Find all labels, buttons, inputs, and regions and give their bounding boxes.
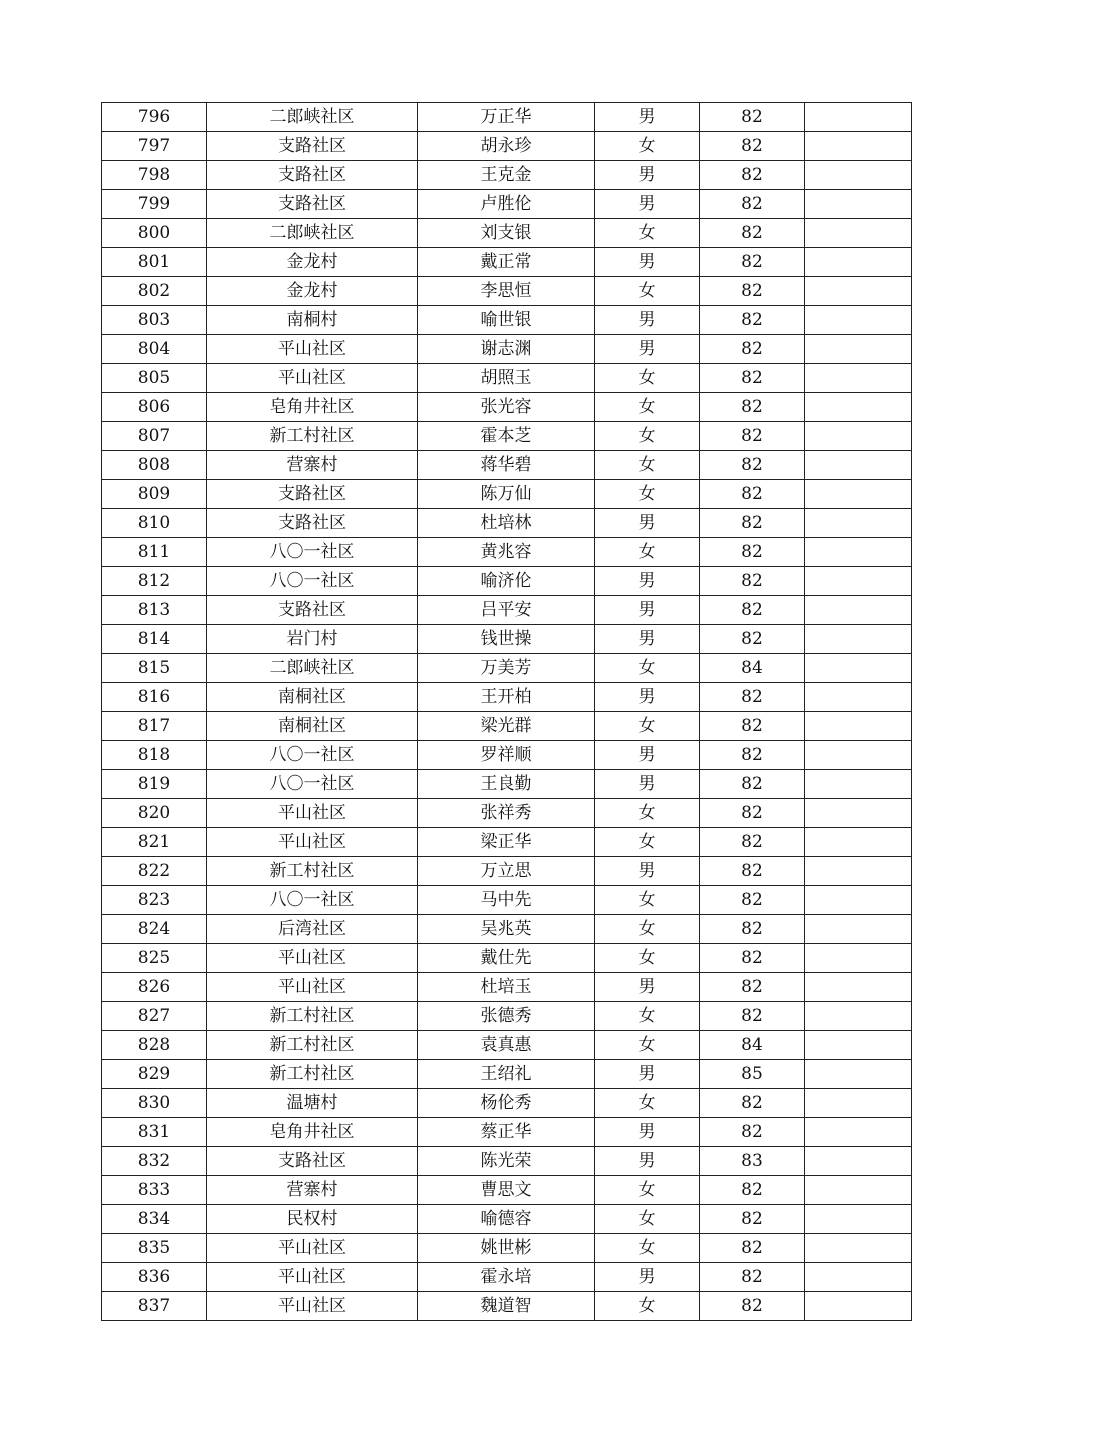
age-cell: 82 <box>700 1292 805 1321</box>
serial-number-cell: 799 <box>102 190 207 219</box>
age-cell: 82 <box>700 1002 805 1031</box>
roster-table <box>101 102 912 1321</box>
community-cell: 八〇一社区 <box>207 770 418 799</box>
person-name-cell: 王克金 <box>418 161 595 190</box>
gender-cell: 男 <box>595 248 700 277</box>
table-row <box>102 509 912 538</box>
age-cell: 82 <box>700 103 805 132</box>
community-cell: 南桐村 <box>207 306 418 335</box>
age-cell: 82 <box>700 857 805 886</box>
community-cell: 八〇一社区 <box>207 886 418 915</box>
person-name-cell: 吕平安 <box>418 596 595 625</box>
gender-cell: 女 <box>595 132 700 161</box>
community-cell: 民权村 <box>207 1205 418 1234</box>
remark-cell <box>805 973 912 1002</box>
gender-cell: 女 <box>595 538 700 567</box>
age-cell: 82 <box>700 1263 805 1292</box>
age-cell: 82 <box>700 132 805 161</box>
table-row <box>102 1292 912 1321</box>
age-cell: 82 <box>700 393 805 422</box>
age-cell: 84 <box>700 654 805 683</box>
person-name-cell: 喻济伦 <box>418 567 595 596</box>
community-cell: 后湾社区 <box>207 915 418 944</box>
community-cell: 南桐社区 <box>207 683 418 712</box>
community-cell: 支路社区 <box>207 480 418 509</box>
table-row <box>102 1118 912 1147</box>
remark-cell <box>805 219 912 248</box>
age-cell: 82 <box>700 1205 805 1234</box>
serial-number-cell: 803 <box>102 306 207 335</box>
person-name-cell: 胡照玉 <box>418 364 595 393</box>
gender-cell: 女 <box>595 422 700 451</box>
community-cell: 八〇一社区 <box>207 538 418 567</box>
community-cell: 新工村社区 <box>207 422 418 451</box>
age-cell: 82 <box>700 335 805 364</box>
age-cell: 82 <box>700 915 805 944</box>
table-row <box>102 741 912 770</box>
community-cell: 支路社区 <box>207 190 418 219</box>
table-row <box>102 161 912 190</box>
table-row <box>102 306 912 335</box>
serial-number-cell: 823 <box>102 886 207 915</box>
community-cell: 支路社区 <box>207 132 418 161</box>
person-name-cell: 王开柏 <box>418 683 595 712</box>
community-cell: 平山社区 <box>207 828 418 857</box>
remark-cell <box>805 1292 912 1321</box>
age-cell: 82 <box>700 161 805 190</box>
roster-table-body <box>102 103 912 1321</box>
community-cell: 温塘村 <box>207 1089 418 1118</box>
serial-number-cell: 800 <box>102 219 207 248</box>
age-cell: 82 <box>700 741 805 770</box>
remark-cell <box>805 799 912 828</box>
gender-cell: 男 <box>595 741 700 770</box>
serial-number-cell: 833 <box>102 1176 207 1205</box>
gender-cell: 女 <box>595 480 700 509</box>
serial-number-cell: 834 <box>102 1205 207 1234</box>
remark-cell <box>805 1147 912 1176</box>
person-name-cell: 王良勤 <box>418 770 595 799</box>
remark-cell <box>805 364 912 393</box>
age-cell: 82 <box>700 248 805 277</box>
person-name-cell: 蔡正华 <box>418 1118 595 1147</box>
gender-cell: 男 <box>595 1263 700 1292</box>
community-cell: 平山社区 <box>207 1234 418 1263</box>
remark-cell <box>805 132 912 161</box>
table-row <box>102 393 912 422</box>
community-cell: 平山社区 <box>207 364 418 393</box>
serial-number-cell: 806 <box>102 393 207 422</box>
gender-cell: 女 <box>595 1292 700 1321</box>
age-cell: 82 <box>700 828 805 857</box>
age-cell: 82 <box>700 277 805 306</box>
gender-cell: 女 <box>595 654 700 683</box>
serial-number-cell: 837 <box>102 1292 207 1321</box>
remark-cell <box>805 422 912 451</box>
gender-cell: 男 <box>595 770 700 799</box>
table-row <box>102 973 912 1002</box>
person-name-cell: 曹思文 <box>418 1176 595 1205</box>
gender-cell: 男 <box>595 683 700 712</box>
serial-number-cell: 825 <box>102 944 207 973</box>
table-row <box>102 1205 912 1234</box>
serial-number-cell: 798 <box>102 161 207 190</box>
document-page <box>101 102 911 1321</box>
community-cell: 营寨村 <box>207 1176 418 1205</box>
serial-number-cell: 797 <box>102 132 207 161</box>
age-cell: 82 <box>700 451 805 480</box>
table-row <box>102 1176 912 1205</box>
person-name-cell: 张德秀 <box>418 1002 595 1031</box>
community-cell: 金龙村 <box>207 277 418 306</box>
serial-number-cell: 821 <box>102 828 207 857</box>
age-cell: 82 <box>700 683 805 712</box>
table-row <box>102 1147 912 1176</box>
table-row <box>102 567 912 596</box>
remark-cell <box>805 538 912 567</box>
person-name-cell: 李思恒 <box>418 277 595 306</box>
community-cell: 新工村社区 <box>207 857 418 886</box>
table-row <box>102 654 912 683</box>
serial-number-cell: 811 <box>102 538 207 567</box>
serial-number-cell: 815 <box>102 654 207 683</box>
gender-cell: 男 <box>595 625 700 654</box>
community-cell: 新工村社区 <box>207 1060 418 1089</box>
remark-cell <box>805 857 912 886</box>
age-cell: 84 <box>700 1031 805 1060</box>
remark-cell <box>805 741 912 770</box>
person-name-cell: 梁光群 <box>418 712 595 741</box>
community-cell: 八〇一社区 <box>207 567 418 596</box>
table-row <box>102 596 912 625</box>
table-row <box>102 335 912 364</box>
remark-cell <box>805 277 912 306</box>
person-name-cell: 霍永培 <box>418 1263 595 1292</box>
table-row <box>102 1060 912 1089</box>
age-cell: 85 <box>700 1060 805 1089</box>
remark-cell <box>805 1118 912 1147</box>
serial-number-cell: 805 <box>102 364 207 393</box>
serial-number-cell: 827 <box>102 1002 207 1031</box>
community-cell: 新工村社区 <box>207 1031 418 1060</box>
age-cell: 82 <box>700 712 805 741</box>
remark-cell <box>805 1263 912 1292</box>
serial-number-cell: 804 <box>102 335 207 364</box>
gender-cell: 女 <box>595 451 700 480</box>
age-cell: 82 <box>700 219 805 248</box>
gender-cell: 男 <box>595 1118 700 1147</box>
table-row <box>102 364 912 393</box>
age-cell: 82 <box>700 567 805 596</box>
gender-cell: 男 <box>595 103 700 132</box>
person-name-cell: 卢胜伦 <box>418 190 595 219</box>
age-cell: 82 <box>700 306 805 335</box>
person-name-cell: 钱世操 <box>418 625 595 654</box>
community-cell: 平山社区 <box>207 1292 418 1321</box>
table-row <box>102 1089 912 1118</box>
community-cell: 新工村社区 <box>207 1002 418 1031</box>
remark-cell <box>805 596 912 625</box>
community-cell: 二郎峡社区 <box>207 103 418 132</box>
serial-number-cell: 810 <box>102 509 207 538</box>
remark-cell <box>805 306 912 335</box>
table-row <box>102 132 912 161</box>
serial-number-cell: 812 <box>102 567 207 596</box>
table-row <box>102 1263 912 1292</box>
person-name-cell: 陈光荣 <box>418 1147 595 1176</box>
age-cell: 82 <box>700 973 805 1002</box>
serial-number-cell: 831 <box>102 1118 207 1147</box>
table-row <box>102 625 912 654</box>
age-cell: 82 <box>700 190 805 219</box>
serial-number-cell: 822 <box>102 857 207 886</box>
age-cell: 82 <box>700 480 805 509</box>
serial-number-cell: 818 <box>102 741 207 770</box>
gender-cell: 女 <box>595 799 700 828</box>
remark-cell <box>805 1234 912 1263</box>
gender-cell: 女 <box>595 944 700 973</box>
remark-cell <box>805 393 912 422</box>
community-cell: 支路社区 <box>207 1147 418 1176</box>
table-row <box>102 103 912 132</box>
person-name-cell: 杨伦秀 <box>418 1089 595 1118</box>
remark-cell <box>805 770 912 799</box>
table-row <box>102 1234 912 1263</box>
serial-number-cell: 801 <box>102 248 207 277</box>
serial-number-cell: 808 <box>102 451 207 480</box>
table-row <box>102 248 912 277</box>
remark-cell <box>805 509 912 538</box>
person-name-cell: 戴仕先 <box>418 944 595 973</box>
table-row <box>102 538 912 567</box>
person-name-cell: 吴兆英 <box>418 915 595 944</box>
person-name-cell: 罗祥顺 <box>418 741 595 770</box>
community-cell: 平山社区 <box>207 973 418 1002</box>
person-name-cell: 马中先 <box>418 886 595 915</box>
table-row <box>102 422 912 451</box>
remark-cell <box>805 248 912 277</box>
table-row <box>102 277 912 306</box>
remark-cell <box>805 944 912 973</box>
person-name-cell: 魏道智 <box>418 1292 595 1321</box>
gender-cell: 男 <box>595 1060 700 1089</box>
age-cell: 82 <box>700 886 805 915</box>
age-cell: 82 <box>700 1176 805 1205</box>
gender-cell: 男 <box>595 306 700 335</box>
community-cell: 营寨村 <box>207 451 418 480</box>
remark-cell <box>805 190 912 219</box>
table-row <box>102 944 912 973</box>
remark-cell <box>805 1089 912 1118</box>
table-row <box>102 886 912 915</box>
community-cell: 平山社区 <box>207 335 418 364</box>
serial-number-cell: 836 <box>102 1263 207 1292</box>
community-cell: 支路社区 <box>207 596 418 625</box>
gender-cell: 男 <box>595 509 700 538</box>
table-row <box>102 480 912 509</box>
gender-cell: 女 <box>595 1234 700 1263</box>
person-name-cell: 王绍礼 <box>418 1060 595 1089</box>
age-cell: 82 <box>700 625 805 654</box>
community-cell: 金龙村 <box>207 248 418 277</box>
gender-cell: 女 <box>595 393 700 422</box>
remark-cell <box>805 1205 912 1234</box>
person-name-cell: 霍本芝 <box>418 422 595 451</box>
person-name-cell: 张祥秀 <box>418 799 595 828</box>
person-name-cell: 杜培玉 <box>418 973 595 1002</box>
serial-number-cell: 814 <box>102 625 207 654</box>
remark-cell <box>805 103 912 132</box>
remark-cell <box>805 1002 912 1031</box>
person-name-cell: 谢志渊 <box>418 335 595 364</box>
serial-number-cell: 813 <box>102 596 207 625</box>
table-row <box>102 219 912 248</box>
gender-cell: 女 <box>595 886 700 915</box>
age-cell: 82 <box>700 770 805 799</box>
gender-cell: 女 <box>595 915 700 944</box>
remark-cell <box>805 1031 912 1060</box>
age-cell: 83 <box>700 1147 805 1176</box>
gender-cell: 男 <box>595 190 700 219</box>
person-name-cell: 喻世银 <box>418 306 595 335</box>
remark-cell <box>805 683 912 712</box>
serial-number-cell: 817 <box>102 712 207 741</box>
community-cell: 支路社区 <box>207 161 418 190</box>
table-row <box>102 828 912 857</box>
serial-number-cell: 802 <box>102 277 207 306</box>
table-row <box>102 451 912 480</box>
gender-cell: 女 <box>595 1205 700 1234</box>
serial-number-cell: 830 <box>102 1089 207 1118</box>
gender-cell: 女 <box>595 1002 700 1031</box>
gender-cell: 女 <box>595 712 700 741</box>
serial-number-cell: 829 <box>102 1060 207 1089</box>
person-name-cell: 刘支银 <box>418 219 595 248</box>
remark-cell <box>805 712 912 741</box>
serial-number-cell: 819 <box>102 770 207 799</box>
person-name-cell: 袁真惠 <box>418 1031 595 1060</box>
person-name-cell: 戴正常 <box>418 248 595 277</box>
person-name-cell: 胡永珍 <box>418 132 595 161</box>
table-row <box>102 1031 912 1060</box>
serial-number-cell: 828 <box>102 1031 207 1060</box>
age-cell: 82 <box>700 509 805 538</box>
community-cell: 二郎峡社区 <box>207 219 418 248</box>
serial-number-cell: 820 <box>102 799 207 828</box>
gender-cell: 男 <box>595 567 700 596</box>
community-cell: 支路社区 <box>207 509 418 538</box>
person-name-cell: 蒋华碧 <box>418 451 595 480</box>
table-row <box>102 857 912 886</box>
age-cell: 82 <box>700 1089 805 1118</box>
remark-cell <box>805 335 912 364</box>
remark-cell <box>805 567 912 596</box>
person-name-cell: 姚世彬 <box>418 1234 595 1263</box>
community-cell: 岩门村 <box>207 625 418 654</box>
serial-number-cell: 809 <box>102 480 207 509</box>
community-cell: 二郎峡社区 <box>207 654 418 683</box>
person-name-cell: 喻德容 <box>418 1205 595 1234</box>
community-cell: 皂角井社区 <box>207 393 418 422</box>
gender-cell: 女 <box>595 219 700 248</box>
serial-number-cell: 807 <box>102 422 207 451</box>
table-row <box>102 683 912 712</box>
gender-cell: 男 <box>595 857 700 886</box>
age-cell: 82 <box>700 538 805 567</box>
gender-cell: 男 <box>595 1147 700 1176</box>
remark-cell <box>805 480 912 509</box>
person-name-cell: 张光容 <box>418 393 595 422</box>
serial-number-cell: 824 <box>102 915 207 944</box>
gender-cell: 女 <box>595 364 700 393</box>
community-cell: 八〇一社区 <box>207 741 418 770</box>
serial-number-cell: 826 <box>102 973 207 1002</box>
community-cell: 平山社区 <box>207 944 418 973</box>
serial-number-cell: 832 <box>102 1147 207 1176</box>
community-cell: 南桐社区 <box>207 712 418 741</box>
person-name-cell: 万立思 <box>418 857 595 886</box>
person-name-cell: 梁正华 <box>418 828 595 857</box>
table-row <box>102 1002 912 1031</box>
age-cell: 82 <box>700 364 805 393</box>
remark-cell <box>805 1176 912 1205</box>
serial-number-cell: 835 <box>102 1234 207 1263</box>
serial-number-cell: 816 <box>102 683 207 712</box>
remark-cell <box>805 886 912 915</box>
gender-cell: 男 <box>595 161 700 190</box>
remark-cell <box>805 654 912 683</box>
age-cell: 82 <box>700 944 805 973</box>
age-cell: 82 <box>700 1234 805 1263</box>
age-cell: 82 <box>700 799 805 828</box>
table-row <box>102 190 912 219</box>
gender-cell: 女 <box>595 277 700 306</box>
person-name-cell: 万美芳 <box>418 654 595 683</box>
table-row <box>102 770 912 799</box>
table-row <box>102 799 912 828</box>
age-cell: 82 <box>700 1118 805 1147</box>
community-cell: 平山社区 <box>207 799 418 828</box>
table-row <box>102 915 912 944</box>
remark-cell <box>805 161 912 190</box>
gender-cell: 女 <box>595 1031 700 1060</box>
remark-cell <box>805 828 912 857</box>
gender-cell: 男 <box>595 335 700 364</box>
person-name-cell: 陈万仙 <box>418 480 595 509</box>
remark-cell <box>805 915 912 944</box>
gender-cell: 女 <box>595 828 700 857</box>
person-name-cell: 杜培林 <box>418 509 595 538</box>
age-cell: 82 <box>700 422 805 451</box>
remark-cell <box>805 625 912 654</box>
person-name-cell: 黄兆容 <box>418 538 595 567</box>
remark-cell <box>805 451 912 480</box>
table-row <box>102 712 912 741</box>
serial-number-cell: 796 <box>102 103 207 132</box>
remark-cell <box>805 1060 912 1089</box>
person-name-cell: 万正华 <box>418 103 595 132</box>
gender-cell: 男 <box>595 973 700 1002</box>
age-cell: 82 <box>700 596 805 625</box>
gender-cell: 女 <box>595 1089 700 1118</box>
gender-cell: 男 <box>595 596 700 625</box>
community-cell: 平山社区 <box>207 1263 418 1292</box>
community-cell: 皂角井社区 <box>207 1118 418 1147</box>
gender-cell: 女 <box>595 1176 700 1205</box>
